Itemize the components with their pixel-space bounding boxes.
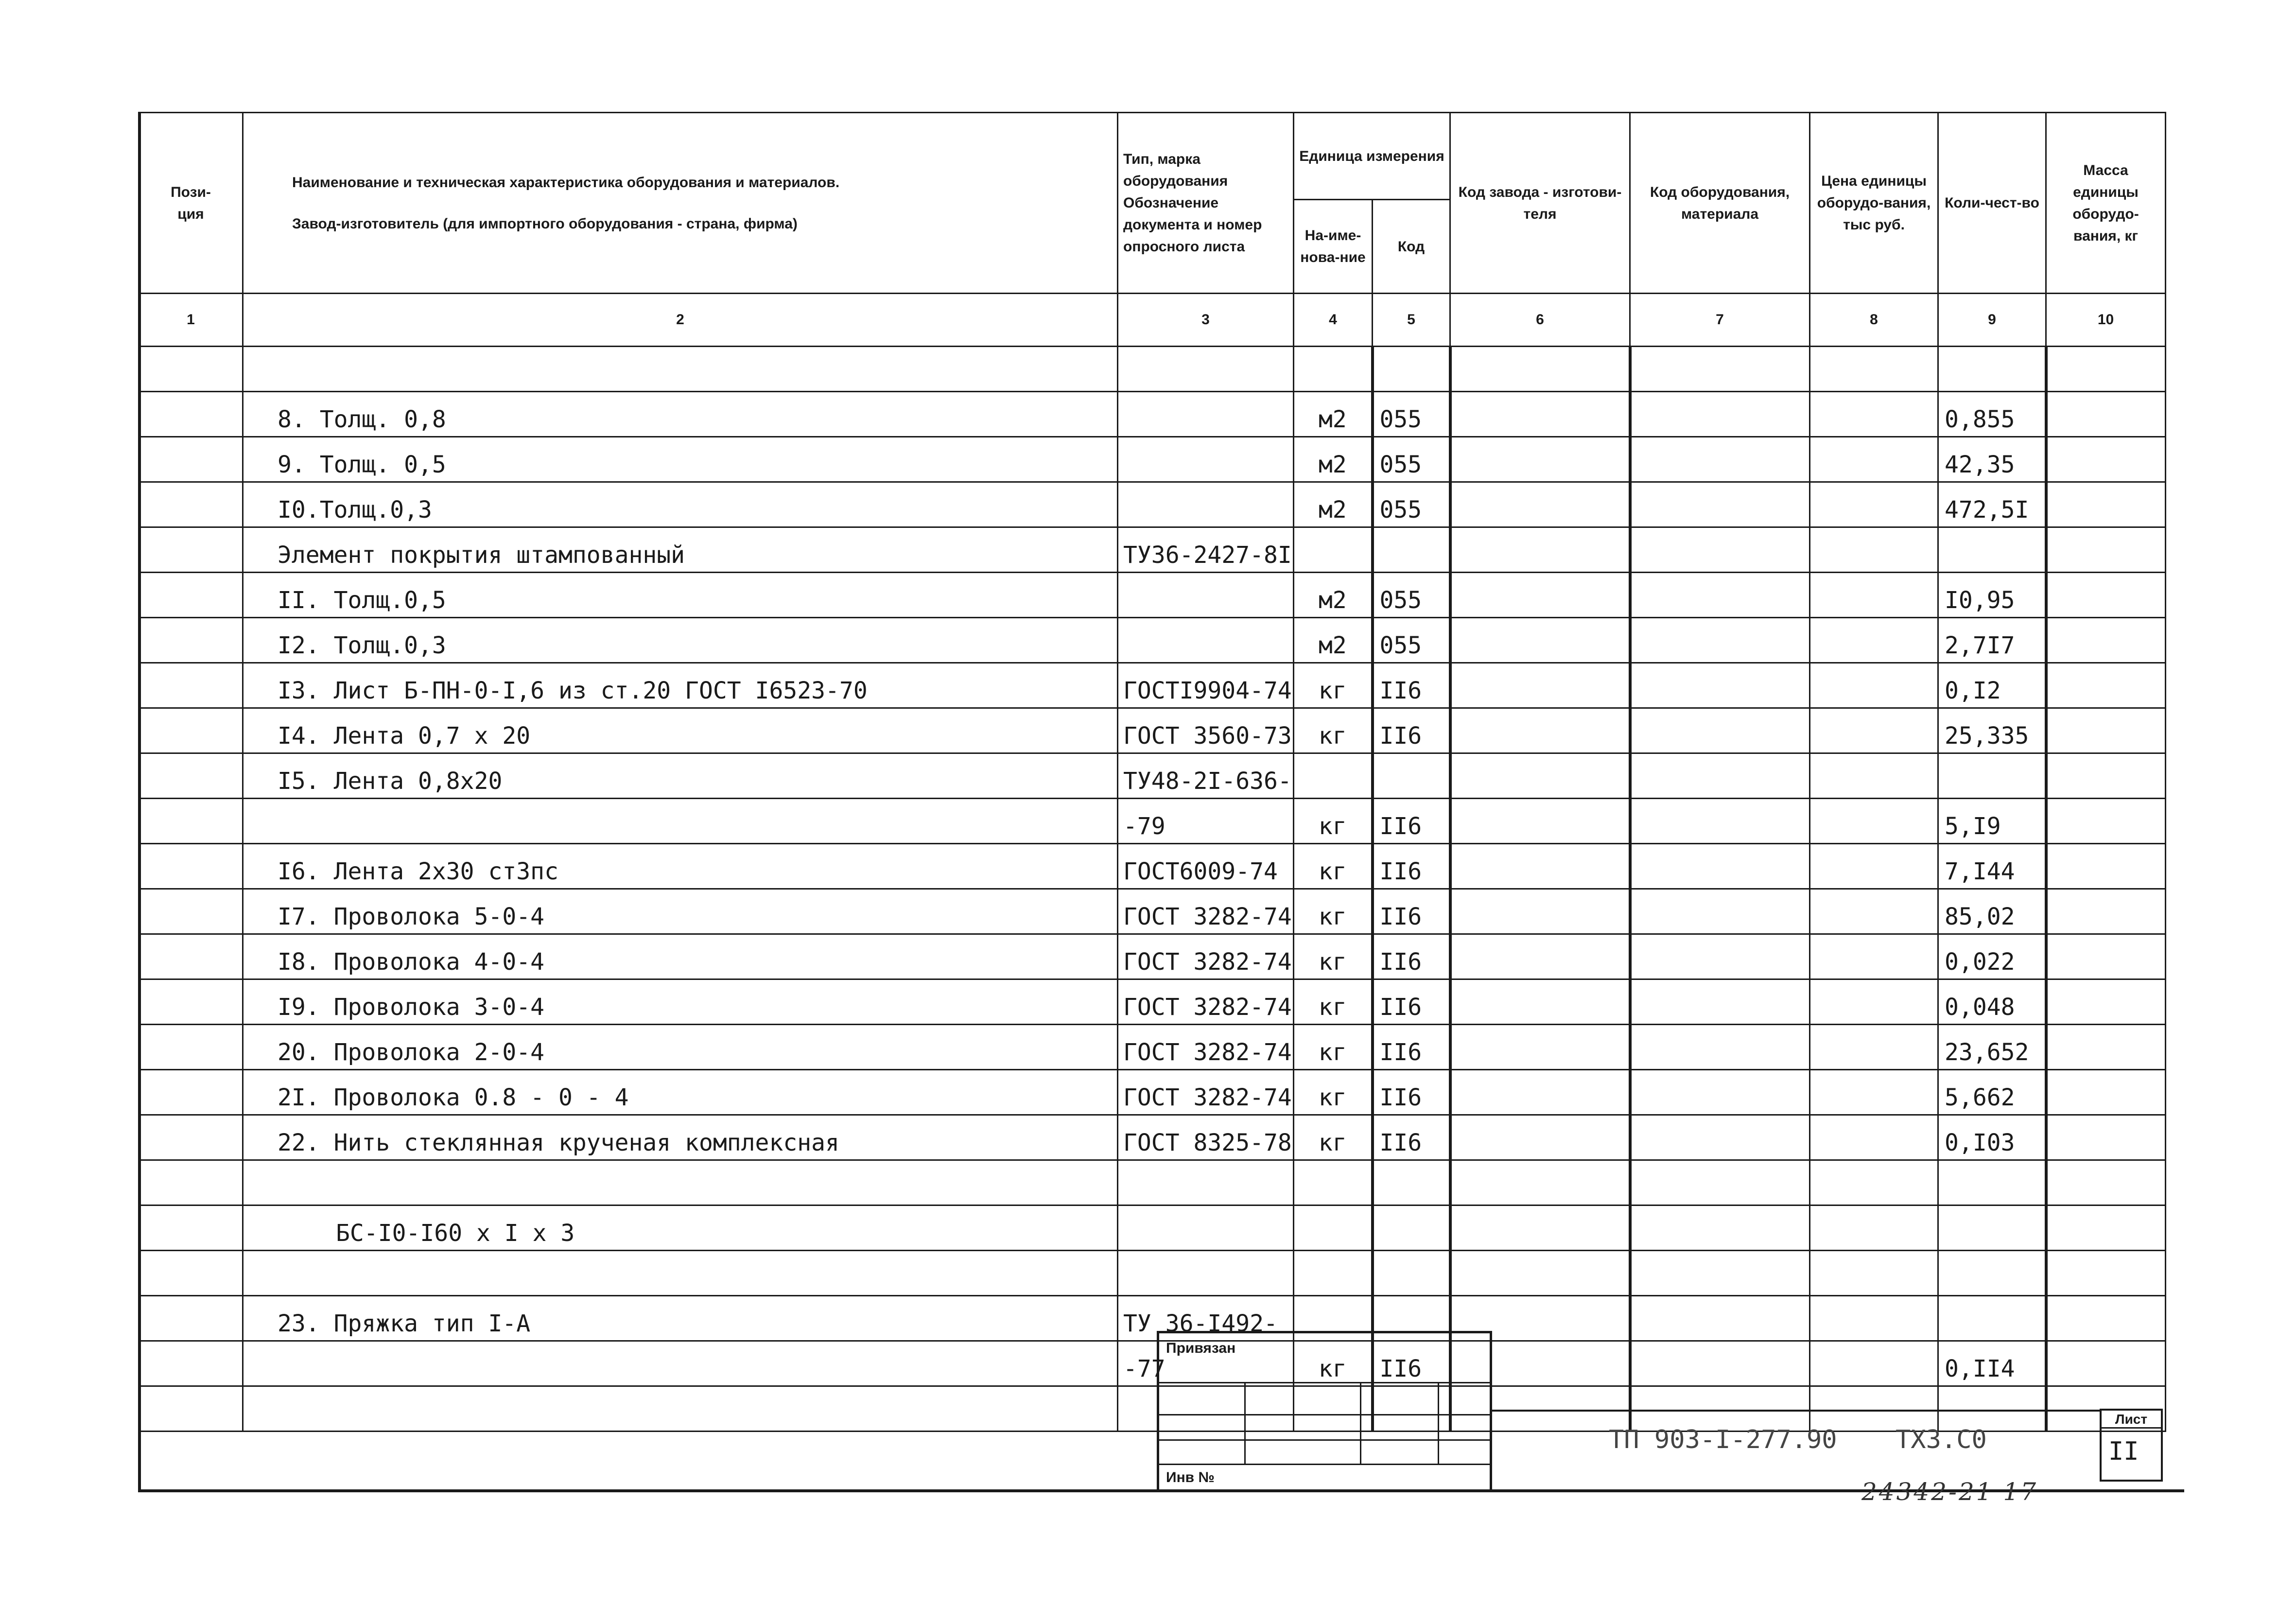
position-cell	[139, 1115, 243, 1160]
table-row	[139, 1296, 2166, 1341]
mass-cell	[2046, 482, 2166, 527]
quantity-cell: 5,662	[1938, 1070, 2046, 1115]
unit-name-cell	[1294, 527, 1373, 573]
title-block-divider	[1492, 1410, 2100, 1412]
type-cell	[1118, 482, 1294, 527]
quantity-cell	[1938, 1205, 2046, 1251]
position-cell	[139, 482, 243, 527]
unit-name-cell: кг	[1294, 1341, 1373, 1386]
quantity-cell	[1938, 1386, 2046, 1432]
position-cell	[139, 1070, 243, 1115]
equipment-code-cell	[1630, 934, 1810, 979]
quantity-cell: I0,95	[1938, 573, 2046, 618]
header-unit-name: На-име-нова-ние	[1294, 200, 1373, 294]
item-name-cell: 22. Нить стеклянная крученая комплексная	[243, 1115, 1118, 1160]
header-unit-code: Код	[1373, 200, 1450, 294]
column-number: 6	[1450, 294, 1630, 347]
equipment-code-cell	[1630, 1341, 1810, 1386]
type-cell: ГОСТ 3282-74	[1118, 934, 1294, 979]
mass-cell	[2046, 844, 2166, 889]
unit-code-cell: II6	[1373, 799, 1450, 844]
factory-code-cell	[1450, 618, 1630, 663]
table-row	[139, 392, 2166, 437]
item-name-cell: 8. Толщ. 0,8	[243, 392, 1118, 437]
type-cell: ГОСТ 3282-74	[1118, 1025, 1294, 1070]
table-row	[139, 889, 2166, 934]
price-cell	[1810, 1115, 1938, 1160]
mass-cell	[2046, 934, 2166, 979]
equipment-code-cell	[1630, 663, 1810, 708]
quantity-cell: 0,022	[1938, 934, 2046, 979]
mass-cell	[2046, 1070, 2166, 1115]
factory-code-cell	[1450, 1160, 1630, 1205]
column-number: 5	[1373, 294, 1450, 347]
equipment-code-cell	[1630, 573, 1810, 618]
item-name-cell: 2I. Проволока 0.8 - 0 - 4	[243, 1070, 1118, 1115]
equipment-code-cell	[1630, 1296, 1810, 1341]
unit-code-cell	[1373, 1205, 1450, 1251]
unit-name-cell	[1294, 753, 1373, 799]
factory-code-cell	[1450, 347, 1630, 392]
quantity-cell	[1938, 1296, 2046, 1341]
mass-cell	[2046, 663, 2166, 708]
position-cell	[139, 753, 243, 799]
price-cell	[1810, 934, 1938, 979]
unit-name-cell	[1294, 1205, 1373, 1251]
factory-code-cell	[1450, 663, 1630, 708]
factory-code-cell	[1450, 1025, 1630, 1070]
column-number: 1	[139, 294, 243, 347]
column-number: 9	[1938, 294, 2046, 347]
item-name-cell: I8. Проволока 4-0-4	[243, 934, 1118, 979]
quantity-cell: 42,35	[1938, 437, 2046, 482]
unit-code-cell: 055	[1373, 392, 1450, 437]
type-cell	[1118, 437, 1294, 482]
unit-name-cell: кг	[1294, 934, 1373, 979]
table-row	[139, 979, 2166, 1025]
table-row	[139, 482, 2166, 527]
price-cell	[1810, 1386, 1938, 1432]
quantity-cell: 2,7I7	[1938, 618, 2046, 663]
linked-label: Привязан	[1166, 1340, 1236, 1356]
price-cell	[1810, 1205, 1938, 1251]
position-cell	[139, 708, 243, 753]
price-cell	[1810, 979, 1938, 1025]
mass-cell	[2046, 889, 2166, 934]
type-cell: ТУ36-2427-8I	[1118, 527, 1294, 573]
unit-name-cell: кг	[1294, 1115, 1373, 1160]
mass-cell	[2046, 753, 2166, 799]
position-cell	[139, 392, 243, 437]
quantity-cell: 0,I03	[1938, 1115, 2046, 1160]
column-number: 10	[2046, 294, 2166, 347]
quantity-cell: 85,02	[1938, 889, 2046, 934]
column-number: 7	[1630, 294, 1810, 347]
factory-code-cell	[1450, 799, 1630, 844]
type-cell	[1118, 1251, 1294, 1296]
price-cell	[1810, 1160, 1938, 1205]
position-cell	[139, 437, 243, 482]
unit-name-cell: кг	[1294, 1070, 1373, 1115]
unit-code-cell	[1373, 1160, 1450, 1205]
table-row	[139, 618, 2166, 663]
item-name-cell	[243, 347, 1118, 392]
mass-cell	[2046, 1115, 2166, 1160]
type-cell: ГОСТ 3282-74	[1118, 889, 1294, 934]
header-price: Цена единицы оборудо-вания, тыс руб.	[1810, 113, 1938, 294]
position-cell	[139, 934, 243, 979]
position-cell	[139, 573, 243, 618]
position-cell	[139, 889, 243, 934]
mass-cell	[2046, 392, 2166, 437]
header-unit-group: Единица измерения	[1294, 113, 1450, 200]
mass-cell	[2046, 979, 2166, 1025]
mass-cell	[2046, 1160, 2166, 1205]
price-cell	[1810, 437, 1938, 482]
unit-name-cell: кг	[1294, 979, 1373, 1025]
type-cell	[1118, 392, 1294, 437]
unit-code-cell: II6	[1373, 1070, 1450, 1115]
unit-name-cell: м2	[1294, 392, 1373, 437]
unit-code-cell: 055	[1373, 437, 1450, 482]
unit-code-cell	[1373, 527, 1450, 573]
table-row	[139, 1386, 2166, 1432]
mass-cell	[2046, 1251, 2166, 1296]
type-cell: -77	[1118, 1341, 1294, 1386]
unit-name-cell: кг	[1294, 663, 1373, 708]
quantity-cell: 23,652	[1938, 1025, 2046, 1070]
type-cell: ГОСТ 3282-74	[1118, 979, 1294, 1025]
position-cell	[139, 663, 243, 708]
equipment-code-cell	[1630, 1070, 1810, 1115]
table-row	[139, 1251, 2166, 1296]
price-cell	[1810, 1025, 1938, 1070]
unit-code-cell: 055	[1373, 618, 1450, 663]
factory-code-cell	[1450, 708, 1630, 753]
item-name-cell: I7. Проволока 5-0-4	[243, 889, 1118, 934]
price-cell	[1810, 844, 1938, 889]
header-position: Пози- ция	[139, 113, 243, 294]
equipment-code-cell	[1630, 708, 1810, 753]
header-name	[243, 113, 1118, 294]
item-name-cell	[243, 1160, 1118, 1205]
equipment-code-cell	[1630, 1115, 1810, 1160]
factory-code-cell	[1450, 573, 1630, 618]
quantity-cell: 0,I2	[1938, 663, 2046, 708]
unit-code-cell: 055	[1373, 482, 1450, 527]
item-name-cell	[243, 1341, 1118, 1386]
item-name-cell	[243, 1386, 1118, 1432]
document-section: ТХ3.С0	[1896, 1425, 1987, 1454]
mass-cell	[2046, 708, 2166, 753]
position-cell	[139, 979, 243, 1025]
equipment-code-cell	[1630, 437, 1810, 482]
equipment-code-cell	[1630, 482, 1810, 527]
mass-cell	[2046, 1341, 2166, 1386]
position-cell	[139, 1025, 243, 1070]
column-number: 4	[1294, 294, 1373, 347]
table-row	[139, 573, 2166, 618]
unit-code-cell: II6	[1373, 1341, 1450, 1386]
quantity-cell	[1938, 1251, 2046, 1296]
item-name-cell: I3. Лист Б-ПН-0-I,6 из ст.20 ГОСТ I6523-70	[243, 663, 1118, 708]
unit-code-cell: II6	[1373, 979, 1450, 1025]
unit-name-cell: м2	[1294, 437, 1373, 482]
inventory-label: Инв №	[1166, 1469, 1215, 1485]
type-cell	[1118, 618, 1294, 663]
unit-code-cell: II6	[1373, 934, 1450, 979]
item-name-cell: I6. Лента 2х30 ст3пс	[243, 844, 1118, 889]
linked-stamp	[1157, 1331, 1492, 1492]
unit-code-cell: II6	[1373, 663, 1450, 708]
equipment-code-cell	[1630, 1205, 1810, 1251]
position-cell	[139, 1160, 243, 1205]
sheet-number: II	[2108, 1437, 2139, 1466]
header-mass: Масса единицы оборудо-вания, кг	[2046, 113, 2166, 294]
mass-cell	[2046, 573, 2166, 618]
factory-code-cell	[1450, 979, 1630, 1025]
unit-code-cell: 055	[1373, 573, 1450, 618]
equipment-code-cell	[1630, 392, 1810, 437]
item-name-cell	[243, 1251, 1118, 1296]
unit-name-cell: кг	[1294, 799, 1373, 844]
item-name-cell: I5. Лента 0,8х20	[243, 753, 1118, 799]
position-cell	[139, 1341, 243, 1386]
price-cell	[1810, 1341, 1938, 1386]
price-cell	[1810, 1070, 1938, 1115]
header-quantity: Коли-чест-во	[1938, 113, 2046, 294]
position-cell	[139, 799, 243, 844]
mass-cell	[2046, 1025, 2166, 1070]
factory-code-cell	[1450, 1251, 1630, 1296]
unit-name-cell	[1294, 1251, 1373, 1296]
factory-code-cell	[1450, 1115, 1630, 1160]
table-row	[139, 844, 2166, 889]
handwritten-number: 24342-21 17	[1861, 1478, 2038, 1506]
header-factory-code: Код завода - изготови-теля	[1450, 113, 1630, 294]
unit-code-cell	[1373, 347, 1450, 392]
price-cell	[1810, 753, 1938, 799]
type-cell: ТУ48-2I-636-	[1118, 753, 1294, 799]
column-number: 8	[1810, 294, 1938, 347]
table-row	[139, 663, 2166, 708]
equipment-code-cell	[1630, 844, 1810, 889]
item-name-cell	[243, 799, 1118, 844]
position-cell	[139, 347, 243, 392]
quantity-cell	[1938, 527, 2046, 573]
factory-code-cell	[1450, 527, 1630, 573]
price-cell	[1810, 1296, 1938, 1341]
table-row	[139, 1341, 2166, 1386]
equipment-code-cell	[1630, 347, 1810, 392]
factory-code-cell	[1450, 1205, 1630, 1251]
quantity-cell: 0,II4	[1938, 1341, 2046, 1386]
type-cell: -79	[1118, 799, 1294, 844]
position-cell	[139, 1251, 243, 1296]
factory-code-cell	[1450, 844, 1630, 889]
unit-name-cell: м2	[1294, 573, 1373, 618]
table-row	[139, 1160, 2166, 1205]
position-cell	[139, 618, 243, 663]
item-name-cell: II. Толщ.0,5	[243, 573, 1118, 618]
table-row	[139, 1070, 2166, 1115]
item-name-cell: Элемент покрытия штампованный	[243, 527, 1118, 573]
price-cell	[1810, 573, 1938, 618]
price-cell	[1810, 482, 1938, 527]
item-name-cell: БС-I0-I60 х I х 3	[243, 1205, 1118, 1251]
mass-cell	[2046, 799, 2166, 844]
factory-code-cell	[1450, 1070, 1630, 1115]
column-number: 2	[243, 294, 1118, 347]
quantity-cell: 0,855	[1938, 392, 2046, 437]
header-type: Тип, марка оборудования Обозначение документа и номер опросного листа	[1118, 113, 1294, 294]
column-number-row	[139, 294, 2166, 347]
factory-code-cell	[1450, 934, 1630, 979]
unit-code-cell: II6	[1373, 844, 1450, 889]
table-row	[139, 753, 2166, 799]
table-row	[139, 1205, 2166, 1251]
factory-code-cell	[1450, 753, 1630, 799]
table-row	[139, 934, 2166, 979]
item-name-cell: I4. Лента 0,7 х 20	[243, 708, 1118, 753]
mass-cell	[2046, 437, 2166, 482]
quantity-cell	[1938, 753, 2046, 799]
equipment-code-cell	[1630, 1025, 1810, 1070]
price-cell	[1810, 799, 1938, 844]
type-cell	[1118, 573, 1294, 618]
quantity-cell: 7,I44	[1938, 844, 2046, 889]
price-cell	[1810, 708, 1938, 753]
unit-name-cell: кг	[1294, 1025, 1373, 1070]
quantity-cell: 25,335	[1938, 708, 2046, 753]
header-name-line1: Наименование и техническая характеристика оборудования и материалов.	[292, 174, 840, 191]
position-cell	[139, 1205, 243, 1251]
quantity-cell: 5,I9	[1938, 799, 2046, 844]
unit-code-cell: II6	[1373, 708, 1450, 753]
price-cell	[1810, 347, 1938, 392]
table-row	[139, 347, 2166, 392]
price-cell	[1810, 1251, 1938, 1296]
item-name-cell: 20. Проволока 2-0-4	[243, 1025, 1118, 1070]
table-row	[139, 437, 2166, 482]
unit-name-cell: кг	[1294, 889, 1373, 934]
quantity-cell: 0,048	[1938, 979, 2046, 1025]
equipment-code-cell	[1630, 618, 1810, 663]
equipment-code-cell	[1630, 753, 1810, 799]
unit-name-cell	[1294, 347, 1373, 392]
equipment-code-cell	[1630, 799, 1810, 844]
type-cell	[1118, 1160, 1294, 1205]
table-row	[139, 799, 2166, 844]
unit-name-cell: кг	[1294, 708, 1373, 753]
item-name-cell: I2. Толщ.0,3	[243, 618, 1118, 663]
table-row	[139, 1115, 2166, 1160]
quantity-cell	[1938, 347, 2046, 392]
type-cell	[1118, 1205, 1294, 1251]
price-cell	[1810, 618, 1938, 663]
unit-name-cell: м2	[1294, 482, 1373, 527]
mass-cell	[2046, 1205, 2166, 1251]
equipment-code-cell	[1630, 527, 1810, 573]
mass-cell	[2046, 527, 2166, 573]
price-cell	[1810, 663, 1938, 708]
equipment-code-cell	[1630, 889, 1810, 934]
factory-code-cell	[1450, 889, 1630, 934]
type-cell: ГОСТI9904-74	[1118, 663, 1294, 708]
type-cell	[1118, 347, 1294, 392]
type-cell: ГОСТ 8325-78	[1118, 1115, 1294, 1160]
item-name-cell: 9. Толщ. 0,5	[243, 437, 1118, 482]
position-cell	[139, 1386, 243, 1432]
column-number: 3	[1118, 294, 1294, 347]
quantity-cell	[1938, 1160, 2046, 1205]
unit-name-cell: кг	[1294, 844, 1373, 889]
item-name-cell: 23. Пряжка тип I-А	[243, 1296, 1118, 1341]
position-cell	[139, 527, 243, 573]
type-cell: ТУ 36-I492-	[1118, 1296, 1294, 1341]
table-row	[139, 708, 2166, 753]
item-name-cell: I0.Толщ.0,3	[243, 482, 1118, 527]
unit-code-cell	[1373, 1251, 1450, 1296]
price-cell	[1810, 527, 1938, 573]
type-cell: ГОСТ 3560-73	[1118, 708, 1294, 753]
document-code: ТП 903-I-277.90	[1609, 1425, 1837, 1454]
price-cell	[1810, 889, 1938, 934]
sheet-number-box	[2100, 1409, 2163, 1482]
price-cell	[1810, 392, 1938, 437]
mass-cell	[2046, 618, 2166, 663]
factory-code-cell	[1450, 392, 1630, 437]
unit-code-cell: II6	[1373, 1115, 1450, 1160]
table-row	[139, 527, 2166, 573]
type-cell: ГОСТ 3282-74	[1118, 1070, 1294, 1115]
table-row	[139, 1025, 2166, 1070]
sheet-label: Лист	[2102, 1412, 2161, 1429]
mass-cell	[2046, 347, 2166, 392]
mass-cell	[2046, 1296, 2166, 1341]
equipment-code-cell	[1630, 1386, 1810, 1432]
unit-name-cell	[1294, 1160, 1373, 1205]
header-name-line2: Завод-изготовитель (для импортного оборудования - страна, фирма)	[292, 215, 798, 232]
quantity-cell: 472,5I	[1938, 482, 2046, 527]
factory-code-cell	[1450, 482, 1630, 527]
unit-code-cell	[1373, 753, 1450, 799]
equipment-code-cell	[1630, 979, 1810, 1025]
position-cell	[139, 844, 243, 889]
position-cell	[139, 1296, 243, 1341]
unit-code-cell: II6	[1373, 1025, 1450, 1070]
factory-code-cell	[1450, 437, 1630, 482]
unit-code-cell: II6	[1373, 889, 1450, 934]
item-name-cell: I9. Проволока 3-0-4	[243, 979, 1118, 1025]
equipment-code-cell	[1630, 1251, 1810, 1296]
unit-name-cell: м2	[1294, 618, 1373, 663]
type-cell: ГОСТ6009-74	[1118, 844, 1294, 889]
specification-table	[138, 112, 2166, 1432]
equipment-code-cell	[1630, 1160, 1810, 1205]
header-equipment-code: Код оборудования, материала	[1630, 113, 1810, 294]
